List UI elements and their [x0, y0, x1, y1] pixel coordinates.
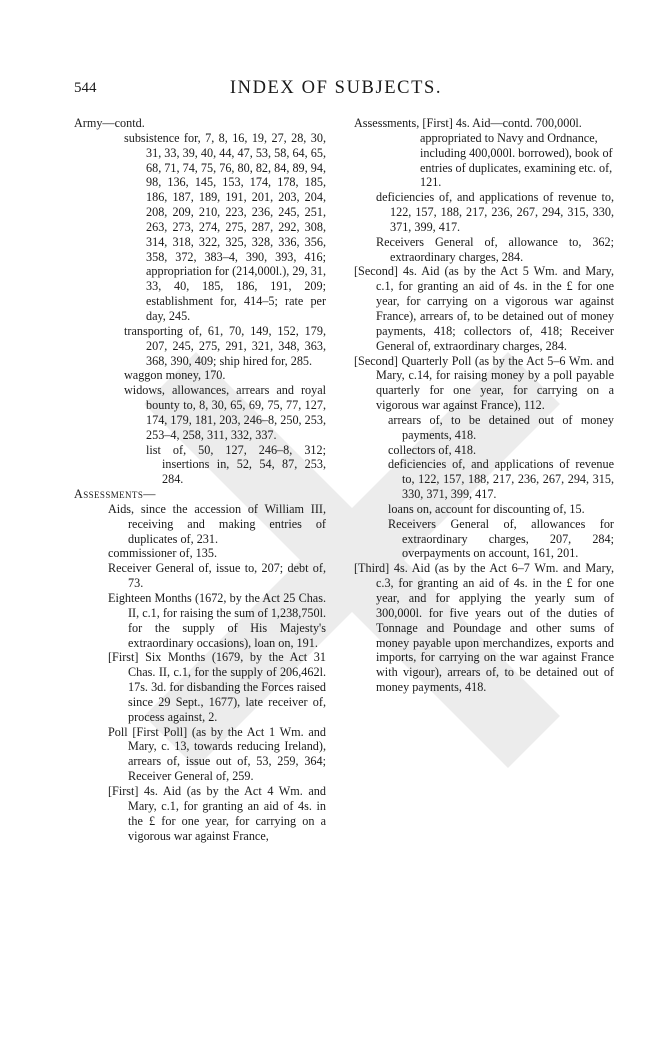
left-column: [74, 116, 326, 843]
index-entry: commissioner of, 135.: [108, 546, 217, 561]
index-entry: [First] Six Months (1679, by the Act 31 Chas. II, c.1, for the supply of 206,462l. 17s. 3d. for disbanding the Forces raised since 29 Sept., 1677), late receiver of, process against, 2.: [108, 650, 326, 724]
index-entry: transporting of, 61, 70, 149, 152, 179, 207, 245, 275, 291, 321, 348, 363, 368, 390, 409; ship hired for, 285.: [124, 323, 326, 368]
page-number: 544: [74, 80, 97, 96]
index-entry: Receivers General of, allowances for extraordinary charges, 207, 284; overpayments on account, 161, 201.: [388, 516, 614, 561]
index-entry: widows, allowances, arrears and royal bounty to, 8, 30, 65, 69, 75, 77, 127, 174, 179, 181, 203, 246–8, 250, 253, 253–4, 258, 311, 332, 337.: [124, 383, 326, 442]
index-entry: [Second] Quarterly Poll (as by the Act 5–6 Wm. and Mary, c.14, for raising money by a poll payable quarterly for one year, for carrying on a vigorous war against France), 112.: [354, 353, 614, 413]
index-entry: loans on, account for discounting of, 15.: [388, 501, 585, 516]
page-title: INDEX OF SUBJECTS.: [229, 78, 443, 98]
index-entry: [Second] 4s. Aid (as by the Act 5 Wm. and Mary, c.1, for granting an aid of 4s. in the £ for one year, for carrying on a vigorous war against France), arrears of, to be detained out of money payments, 418; collectors of, 418; Receiver General of, extraordinary charges, 284.: [354, 264, 614, 353]
index-entry: Receiver General of, issue to, 207; debt of, 73.: [108, 561, 326, 591]
index-entry: list of, 50, 127, 246–8, 312; insertions in, 52, 54, 87, 253, 284.: [146, 442, 326, 487]
index-entry: Eighteen Months (1672, by the Act 25 Chas. II, c.1, for raising the sum of 1,238,750l. for the supply of His Majesty's extraordinary occasions), loan on, 191.: [108, 591, 327, 650]
right-column: [354, 116, 614, 695]
index-entry: Poll [First Poll] (as by the Act 1 Wm. and Mary, c. 13, towards reducing Ireland), arrears of, issue out of, 53, 259, 364; Receiver General of, 259.: [108, 724, 326, 784]
page-header: [0, 80, 672, 110]
index-entry: Army—contd.: [74, 116, 145, 130]
index-entry: [First] 4s. Aid (as by the Act 4 Wm. and Mary, c.1, for granting an aid of 4s. in the £ for one year, for carrying on a vigorous war against France,: [108, 783, 326, 843]
index-entry: deficiencies of, and applications of revenue to, 122, 157, 188, 217, 236, 267, 294, 315, 330, 371, 399, 417.: [376, 190, 614, 234]
index-entry: [Third] 4s. Aid (as by the Act 6–7 Wm. and Mary, c.3, for granting an aid of 4s. in the £ for one year, and for applying the yearly sum of 300,000l. for five years out of the duties of Tonnage and Poundage and other sums of money payable upon merchandizes, exports and imports, for carrying on the war against France with vigour), arrears of, to be detained out of money payments, 418.: [354, 561, 614, 695]
index-entry: subsistence for, 7, 8, 16, 19, 27, 28, 30, 31, 33, 39, 40, 44, 47, 53, 58, 64, 65, 68, 71, 74, 75, 76, 80, 82, 84, 89, 94, 98, 136, 145, 153, 174, 178, 185, 186, 187, 189, 191, 201, 203, 204, 208, 209, 210, 223, 236, 245, 251, 263, 273, 274, 275, 287, 292, 308, 314, 318, 322, 325, 328, 336, 356, 358, 372, 383–4, 390, 393, 416; appropriation for (214,000l.), 29, 31, 33, 40, 185, 186, 191, 209; establishment for, 414–5; rate per day, 245.: [124, 130, 326, 323]
index-entry: Receivers General of, allowance to, 362; extraordinary charges, 284.: [376, 234, 614, 264]
index-entry: waggon money, 170.: [124, 368, 226, 383]
index-entry: arrears of, to be detained out of money payments, 418.: [388, 412, 614, 442]
index-entry: Assessments—: [74, 487, 156, 502]
index-entry: Aids, since the accession of William III, receiving and making entries of duplicates of, 231.: [108, 501, 326, 546]
index-entry: collectors of, 418.: [388, 442, 476, 457]
index-entry: deficiencies of, and applications of revenue to, 122, 157, 188, 217, 236, 267, 294, 315, 330, 371, 399, 417.: [388, 457, 614, 502]
index-entry: Assessments, [First] 4s. Aid—contd. 700,000l. appropriated to Navy and Ordnance, including 400,000l. borrowed), book of entries of duplicates, examining etc. of, 121.: [354, 116, 613, 190]
